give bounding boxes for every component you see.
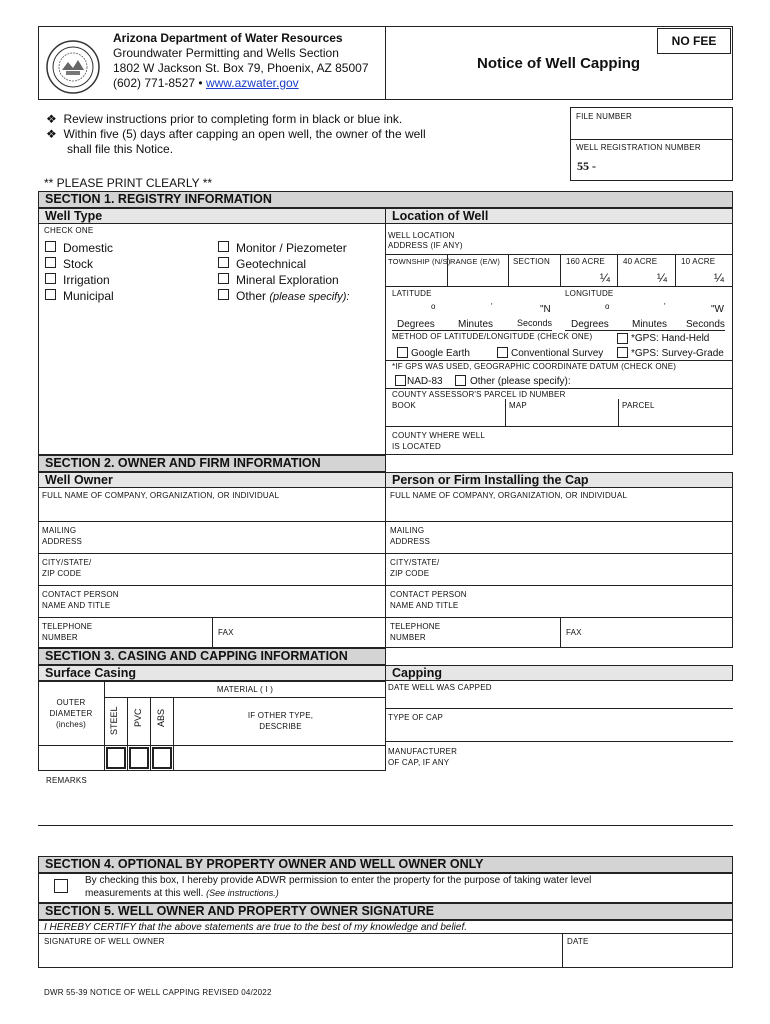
type-cap-field[interactable] <box>450 710 731 740</box>
abs-checkbox[interactable] <box>152 747 172 769</box>
material-label: MATERIAL ( I ) <box>216 685 274 694</box>
firm-mailing-l2: ADDRESS <box>390 537 431 546</box>
permission-text-2-note: (See instructions.) <box>206 888 279 898</box>
owner-city-l2: ZIP CODE <box>42 569 82 578</box>
steel-checkbox[interactable] <box>106 747 126 769</box>
nad83-label: NAD-83 <box>407 376 443 387</box>
agency-address: 1802 W Jackson St. Box 79, Phoenix, AZ 85007 <box>113 61 369 75</box>
google-earth-checkbox[interactable] <box>397 347 408 358</box>
gps-datum-label: *IF GPS WAS USED, GEOGRAPHIC COORDINATE DATUM (CHECK ONE) <box>392 362 677 371</box>
section-4-header: SECTION 4. OPTIONAL BY PROPERTY OWNER AND WELL OWNER ONLY <box>38 856 733 873</box>
long-deg-sym: o <box>605 302 610 311</box>
owner-mailing-l1: MAILING <box>42 526 77 535</box>
outer-diameter-field[interactable] <box>40 747 102 769</box>
municipal-checkbox[interactable] <box>45 289 56 300</box>
firm-mailing-field[interactable] <box>448 523 731 551</box>
section-2-header: SECTION 2. OWNER AND FIRM INFORMATION <box>38 455 386 472</box>
check-one-label: CHECK ONE <box>44 226 94 235</box>
well-owner-header: Well Owner <box>38 472 386 488</box>
monitor-label: Monitor / Piezometer <box>236 241 347 255</box>
outer-l1: OUTER <box>56 698 86 707</box>
section-3-header: SECTION 3. CASING AND CAPPING INFORMATION <box>38 648 386 665</box>
lat-degrees: Degrees <box>397 319 435 330</box>
gps-survey-label: *GPS: Survey-Grade <box>631 348 724 359</box>
mfr-l1: MANUFACTURER <box>388 747 458 756</box>
outer-diameter-label <box>40 697 102 730</box>
county-field[interactable] <box>495 428 730 452</box>
firm-city-l1: CITY/STATE/ <box>390 558 440 567</box>
stock-checkbox[interactable] <box>45 257 56 268</box>
permission-text-2-main: measurements at this well. <box>85 888 204 899</box>
acre160-quarter: ¼ <box>600 271 611 285</box>
parcel-id-label: COUNTY ASSESSOR'S PARCEL ID NUMBER <box>392 390 566 399</box>
irrigation-label: Irrigation <box>63 273 110 287</box>
print-clearly: ** PLEASE PRINT CLEARLY ** <box>44 176 213 190</box>
well-reg-field[interactable] <box>600 156 730 176</box>
map-label: MAP <box>509 401 527 410</box>
agency-phone: (602) 771-8527 • <box>113 76 203 90</box>
signature-field[interactable] <box>40 947 560 966</box>
header-divider <box>385 26 386 100</box>
other-checkbox[interactable] <box>218 289 229 300</box>
acre10-label: 10 ACRE <box>681 257 716 266</box>
firm-fullname-field[interactable] <box>388 501 731 519</box>
range-label: RANGE (E/W) <box>450 257 501 266</box>
outer-l2: DIAMETER <box>49 709 93 718</box>
owner-fullname-field[interactable] <box>40 501 383 519</box>
certify-text: I HEREBY CERTIFY that the above statements are true to the best of my knowledge and belief. <box>44 922 468 933</box>
acre160-label: 160 ACRE <box>566 257 605 266</box>
owner-city-l1: CITY/STATE/ <box>42 558 92 567</box>
firm-tel-l2: NUMBER <box>390 633 426 642</box>
firm-fullname-label: FULL NAME OF COMPANY, ORGANIZATION, OR INDIVIDUAL <box>390 491 628 500</box>
well-reg-prefix: 55 - <box>577 159 596 173</box>
gps-survey-checkbox[interactable] <box>617 347 628 358</box>
firm-tel-l1: TELEPHONE <box>390 622 441 631</box>
other-type-label <box>175 710 386 732</box>
lat-deg-sym: o <box>431 302 436 311</box>
manufacturer-label <box>388 746 457 768</box>
other-text: Other <box>236 289 267 303</box>
firm-contact-field[interactable] <box>478 587 731 615</box>
gps-hand-label: *GPS: Hand-Held <box>631 333 710 344</box>
date-capped-field[interactable] <box>388 693 731 707</box>
file-number-field[interactable] <box>570 122 733 138</box>
pvc-label: PVC <box>133 708 143 727</box>
form-footer: DWR 55-39 NOTICE OF WELL CAPPING REVISED 04/2022 <box>44 988 272 997</box>
adwr-seal-logo <box>46 40 100 94</box>
county-label <box>392 430 485 452</box>
other-type-l1: IF OTHER TYPE, <box>247 711 314 720</box>
owner-contact-field[interactable] <box>130 587 383 615</box>
permission-checkbox[interactable] <box>54 879 68 893</box>
loc-addr-label <box>388 231 463 251</box>
pvc-checkbox[interactable] <box>129 747 149 769</box>
owner-mailing-label <box>42 525 82 547</box>
surface-casing-header: Surface Casing <box>38 665 386 681</box>
website-link[interactable]: www.azwater.gov <box>205 76 299 90</box>
other-note: (please specify): <box>269 291 350 303</box>
remarks-label: REMARKS <box>46 776 87 785</box>
latitude-label: LATITUDE <box>392 289 432 298</box>
long-sec-w: "W <box>711 304 724 315</box>
latitude-field[interactable] <box>392 300 552 316</box>
well-type-header: Well Type <box>38 208 386 224</box>
file-number-label: FILE NUMBER <box>576 112 632 121</box>
irrigation-checkbox[interactable] <box>45 273 56 284</box>
remarks-field[interactable] <box>40 786 733 824</box>
owner-fax-label: FAX <box>218 628 234 637</box>
lat-seconds: Seconds <box>517 318 553 328</box>
long-seconds: Seconds <box>686 319 725 330</box>
steel-label: STEEL <box>109 706 119 735</box>
parcel-label: PARCEL <box>622 401 655 410</box>
date-label: DATE <box>567 937 589 946</box>
owner-contact-label <box>42 589 119 611</box>
permission-text-1: By checking this box, I hereby provide ADWR permission to enter the property for the purpose of taking water level <box>85 875 592 886</box>
firm-city-field[interactable] <box>448 555 731 583</box>
mineral-checkbox[interactable] <box>218 273 229 284</box>
owner-city-label <box>42 557 91 579</box>
long-min-sym: ' <box>664 302 666 311</box>
agency-name: Arizona Department of Water Resources <box>113 31 343 45</box>
owner-mailing-l2: ADDRESS <box>42 537 83 546</box>
geotechnical-checkbox[interactable] <box>218 257 229 268</box>
other-type-l2: DESCRIBE <box>259 722 302 731</box>
lat-minutes: Minutes <box>458 319 494 330</box>
well-address-field[interactable] <box>460 226 730 252</box>
firm-mailing-label <box>390 525 430 547</box>
lat-min-sym: ' <box>491 302 493 311</box>
section-1-header: SECTION 1. REGISTRY INFORMATION <box>38 191 733 208</box>
long-degrees: Degrees <box>571 319 609 330</box>
date-capped-label: DATE WELL WAS CAPPED <box>388 683 492 692</box>
owner-tel-l1: TELEPHONE <box>42 622 93 631</box>
firm-mailing-l1: MAILING <box>390 526 425 535</box>
abs-label: ABS <box>156 708 166 727</box>
manufacturer-field[interactable] <box>460 743 731 769</box>
instruction-1-text: Review instructions prior to completing form in black or blue ink. <box>63 112 403 126</box>
form-title: Notice of Well Capping <box>477 55 641 72</box>
firm-fax-label: FAX <box>566 628 582 637</box>
acre40-label: 40 ACRE <box>623 257 658 266</box>
owner-contact-l2: NAME AND TITLE <box>42 601 111 610</box>
outer-l3: (inches) <box>55 720 87 729</box>
firm-tel-field[interactable] <box>448 619 558 646</box>
county-l2: IS LOCATED <box>392 442 441 451</box>
lat-sec-n: "N <box>540 304 551 315</box>
signature-label: SIGNATURE OF WELL OWNER <box>44 937 165 946</box>
instruction-2-text: Within five (5) days after capping an open well, the owner of the well <box>63 127 426 141</box>
nad83-checkbox[interactable] <box>395 375 406 386</box>
owner-fullname-label: FULL NAME OF COMPANY, ORGANIZATION, OR INDIVIDUAL <box>42 491 280 500</box>
sign-date-field[interactable] <box>564 947 731 966</box>
owner-contact-l1: CONTACT PERSON <box>42 590 119 599</box>
mfr-l2: OF CAP, IF ANY <box>388 758 450 767</box>
other-type-field[interactable] <box>175 747 384 769</box>
firm-contact-l1: CONTACT PERSON <box>390 590 467 599</box>
geotechnical-label: Geotechnical <box>236 257 307 271</box>
well-reg-label: WELL REGISTRATION NUMBER <box>576 143 701 152</box>
method-label: METHOD OF LATITUDE/LONGITUDE (CHECK ONE) <box>392 332 593 341</box>
owner-city-field[interactable] <box>100 555 383 583</box>
book-label: BOOK <box>392 401 416 410</box>
permission-text-2 <box>85 888 279 899</box>
datum-other-label: Other (please specify): <box>470 376 571 387</box>
owner-tel-field[interactable] <box>100 619 210 646</box>
domestic-label: Domestic <box>63 241 114 255</box>
firm-header: Person or Firm Installing the Cap <box>385 472 733 488</box>
domestic-checkbox[interactable] <box>45 241 56 252</box>
datum-other-checkbox[interactable] <box>455 375 466 386</box>
firm-contact-l2: NAME AND TITLE <box>390 601 459 610</box>
longitude-field[interactable] <box>565 300 725 316</box>
firm-fax-field[interactable] <box>588 619 731 646</box>
other-label <box>236 289 349 303</box>
firm-city-label <box>390 557 439 579</box>
county-l1: COUNTY WHERE WELL <box>392 431 486 440</box>
municipal-label: Municipal <box>63 289 114 303</box>
capping-header: Capping <box>385 665 733 681</box>
section-5-header: SECTION 5. WELL OWNER AND PROPERTY OWNER SIGNATURE <box>38 903 733 920</box>
gps-hand-checkbox[interactable] <box>617 333 628 344</box>
agency-phone-line <box>113 76 299 90</box>
fee-badge: NO FEE <box>657 28 731 54</box>
instruction-1: ❖ Review instructions prior to completing form in black or blue ink. <box>46 112 403 126</box>
acre10-quarter: ¼ <box>714 271 725 285</box>
monitor-checkbox[interactable] <box>218 241 229 252</box>
instruction-2b: shall file this Notice. <box>67 142 174 156</box>
agency-section: Groundwater Permitting and Wells Section <box>113 46 339 60</box>
firm-city-l2: ZIP CODE <box>390 569 430 578</box>
owner-mailing-field[interactable] <box>100 523 383 551</box>
section-label: SECTION <box>513 257 550 266</box>
location-header: Location of Well <box>385 208 733 224</box>
google-earth-label: Google Earth <box>411 348 470 359</box>
instruction-2: ❖ Within five (5) days after capping an open well, the owner of the well <box>46 127 426 141</box>
type-cap-label: TYPE OF CAP <box>388 713 444 722</box>
owner-tel-label <box>42 621 92 643</box>
long-minutes: Minutes <box>632 319 668 330</box>
conventional-checkbox[interactable] <box>497 347 508 358</box>
firm-contact-label <box>390 589 467 611</box>
acre40-quarter: ¼ <box>657 271 668 285</box>
stock-label: Stock <box>63 257 94 271</box>
firm-tel-label <box>390 621 440 643</box>
owner-tel-l2: NUMBER <box>42 633 78 642</box>
loc-addr-l1: WELL LOCATION <box>388 231 455 240</box>
township-label: TOWNSHIP (N/S) <box>388 257 451 266</box>
longitude-label: LONGITUDE <box>565 289 614 298</box>
loc-addr-l2: ADDRESS (IF ANY) <box>388 241 463 250</box>
mineral-label: Mineral Exploration <box>236 273 339 287</box>
conventional-label: Conventional Survey <box>511 348 604 359</box>
owner-fax-field[interactable] <box>240 619 383 646</box>
